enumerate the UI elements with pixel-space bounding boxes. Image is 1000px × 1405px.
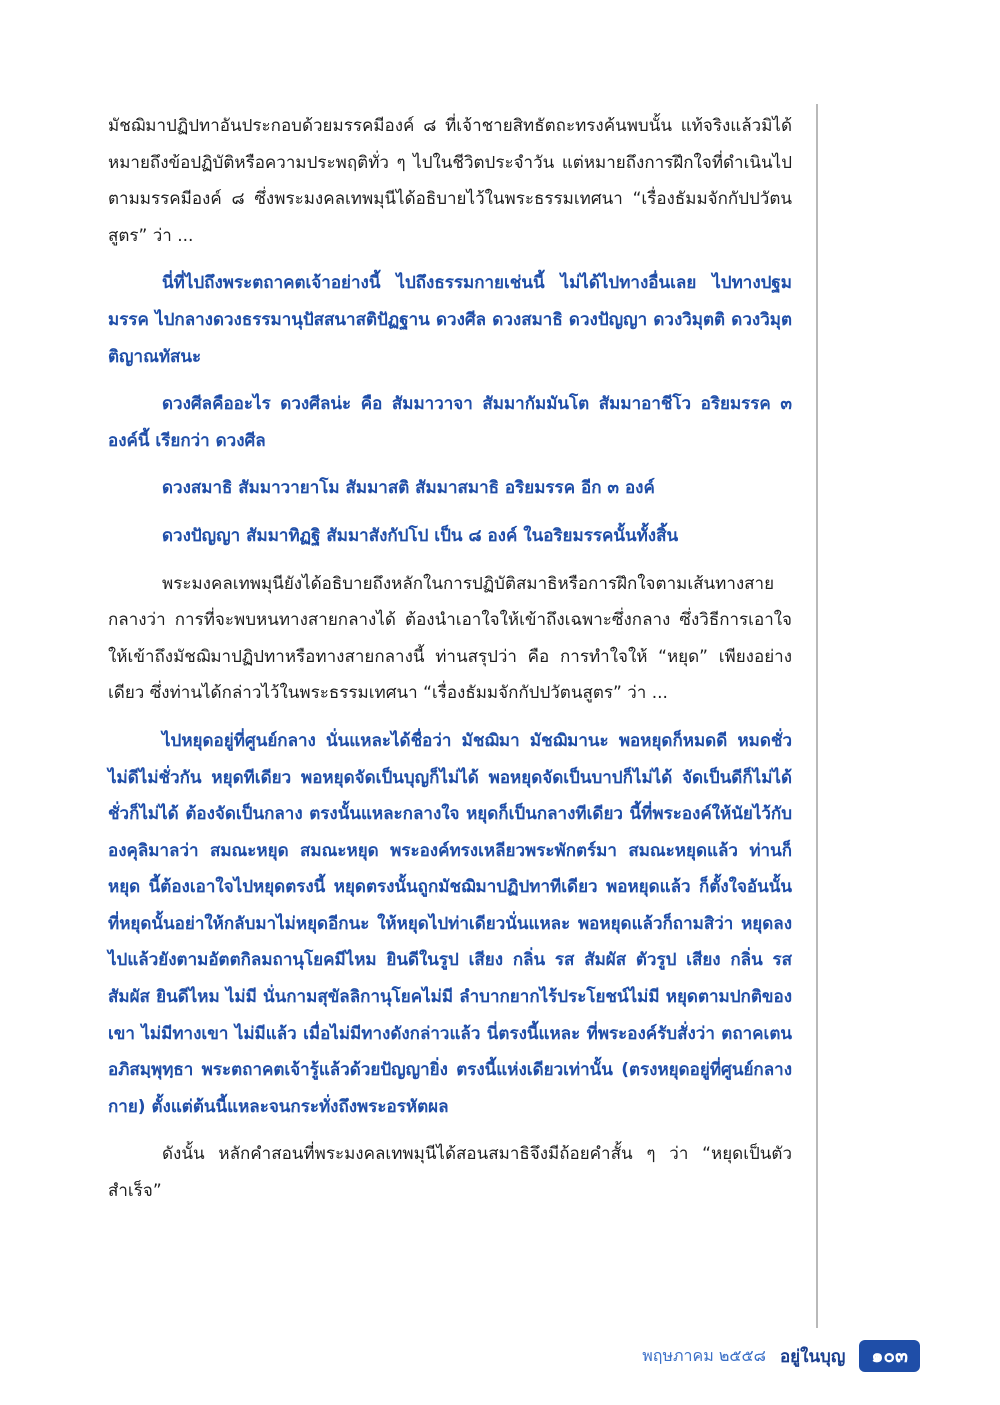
magazine-name: อยู่ในบุญ	[779, 1346, 846, 1367]
quote-paragraph-4: ดวงปัญญา สัมมาทิฏฐิ สัมมาสังกัปโป เป็น ๘ องค์ ในอริยมรรคนั้นทั้งสิ้น	[162, 525, 679, 546]
page-footer	[642, 1338, 920, 1374]
paragraph-0: มัชฌิมาปฏิปทาอันประกอบด้วยมรรคมีองค์ ๘ ที่เจ้าชายสิทธัตถะทรงค้นพบนั้น แท้จริงแล้วมิได้หมายถึงข้อปฏิบัติหรือความประพฤติทั่ว ๆ ไปในชีวิตประจำวัน แต่หมายถึงการฝึกใจที่ดำเนินไปตามมรรคมีองค์ ๘ ซึ่งพระมงคลเทพมุนีได้อธิบายไว้ในพระธรรมเทศนา “เรื่องธัมมจักกัปปวัตนสูตร” ว่า ...	[108, 116, 792, 246]
quote-paragraph-1: นี่ที่ไปถึงพระตถาคตเจ้าอย่างนี้ ไปถึงธรรมกายเช่นนี้ ไม่ได้ไปทางอื่นเลย ไปทางปฐมมรรค ไปกลางดวงธรรมานุปัสสนาสติปัฏฐาน ดวงศีล ดวงสมาธิ ดวงปัญญา ดวงวิมุตติ ดวงวิมุตติญาณทัสนะ	[108, 273, 792, 367]
paragraph-5: พระมงคลเทพมุนียังได้อธิบายถึงหลักในการปฏิบัติสมาธิหรือการฝึกใจตามเส้นทางสายกลางว่า การที่จะพบหนทางสายกลางได้ ต้องนำเอาใจให้เข้าถึงเฉพาะซึ่งกลาง ซึ่งวิธีการเอาใจให้เข้าถึงมัชฌิมาปฏิปทาหรือทางสายกลางนี้ ท่านสรุปว่า คือ การทำใจให้ “หยุด” เพียงอย่างเดียว ซึ่งท่านได้กล่าวไว้ในพระธรรมเทศนา “เรื่องธัมมจักกัปปวัตนสูตร” ว่า ...	[108, 573, 792, 704]
quote-paragraph-3: ดวงสมาธิ สัมมาวายาโม สัมมาสติ สัมมาสมาธิ อริยมรรค อีก ๓ องค์	[162, 478, 655, 499]
page-number-badge: ๑๐๓	[859, 1340, 920, 1372]
margin-rule	[816, 104, 818, 1328]
quote-paragraph-6: ไปหยุดอยู่ที่ศูนย์กลาง นั่นแหละได้ชื่อว่า มัชฌิมา มัชฌิมานะ พอหยุดก็หมดดี หมดชั่ว ไม่ดีไม่ชั่วกัน หยุดทีเดียว พอหยุดจัดเป็นบุญก็ไม่ได้ พอหยุดจัดเป็นบาปก็ไม่ได้ จัดเป็นดีก็ไม่ได้ ชั่วก็ไม่ได้ ต้องจัดเป็นกลาง ตรงนั้นแหละกลางใจ หยุดก็เป็นกลางทีเดียว นี้ที่พระองค์ให้นัยไว้กับองคุลิมาลว่า สมณะหยุด สมณะหยุด พระองค์ทรงเหลียวพระพักตร์มา สมณะหยุดแล้ว ท่านก็หยุด นี้ต้องเอาใจไปหยุดตรงนี้ หยุดตรงนั้นถูกมัชฌิมาปฏิปทาทีเดียว พอหยุดแล้ว ก็ตั้งใจอันนั้น ที่หยุดนั้นอย่าให้กลับมาไม่หยุดอีกนะ ให้หยุดไปท่าเดียวนั่นแหละ พอหยุดแล้วก็ถามสิว่า หยุดลงไปแล้วยังตามอัตตกิลมถานุโยคมีไหม ยินดีในรูป เสียง กลิ่น รส สัมผัส ตัวรูป เสียง กลิ่น รส สัมผัส ยินดีไหม ไม่มี นั่นกามสุขัลลิกานุโยคไม่มี ลำบากยากไร้ประโยชน์ไม่มี หยุดตามปกติของเขา ไม่มีทางเขา ไม่มีแล้ว เมื่อไม่มีทางดังกล่าวแล้ว นี่ตรงนี้แหละ ที่พระองค์รับสั่งว่า ตถาคเตน อภิสมฺพุทฺธา พระตถาคตเจ้ารู้แล้วด้วยปัญญายิ่ง ตรงนี้แห่งเดียวเท่านั้น (ตรงหยุดอยู่ที่ศูนย์กลางกาย) ตั้งแต่ต้นนี้แหละจนกระทั่งถึงพระอรหัตผล	[108, 730, 792, 1117]
quote-paragraph-2: ดวงศีลคืออะไร ดวงศีลน่ะ คือ สัมมาวาจา สัมมากัมมันโต สัมมาอาชีโว อริยมรรค ๓ องค์นี้ เรียกว่า ดวงศีล	[108, 394, 792, 451]
issue-date: พฤษภาคม ๒๕๕๘	[642, 1345, 766, 1365]
paragraph-7: ดังนั้น หลักคำสอนที่พระมงคลเทพมุนีได้สอนสมาธิจึงมีถ้อยคำสั้น ๆ ว่า “หยุดเป็นตัวสำเร็จ”	[108, 1144, 792, 1202]
article-body	[108, 108, 792, 1221]
